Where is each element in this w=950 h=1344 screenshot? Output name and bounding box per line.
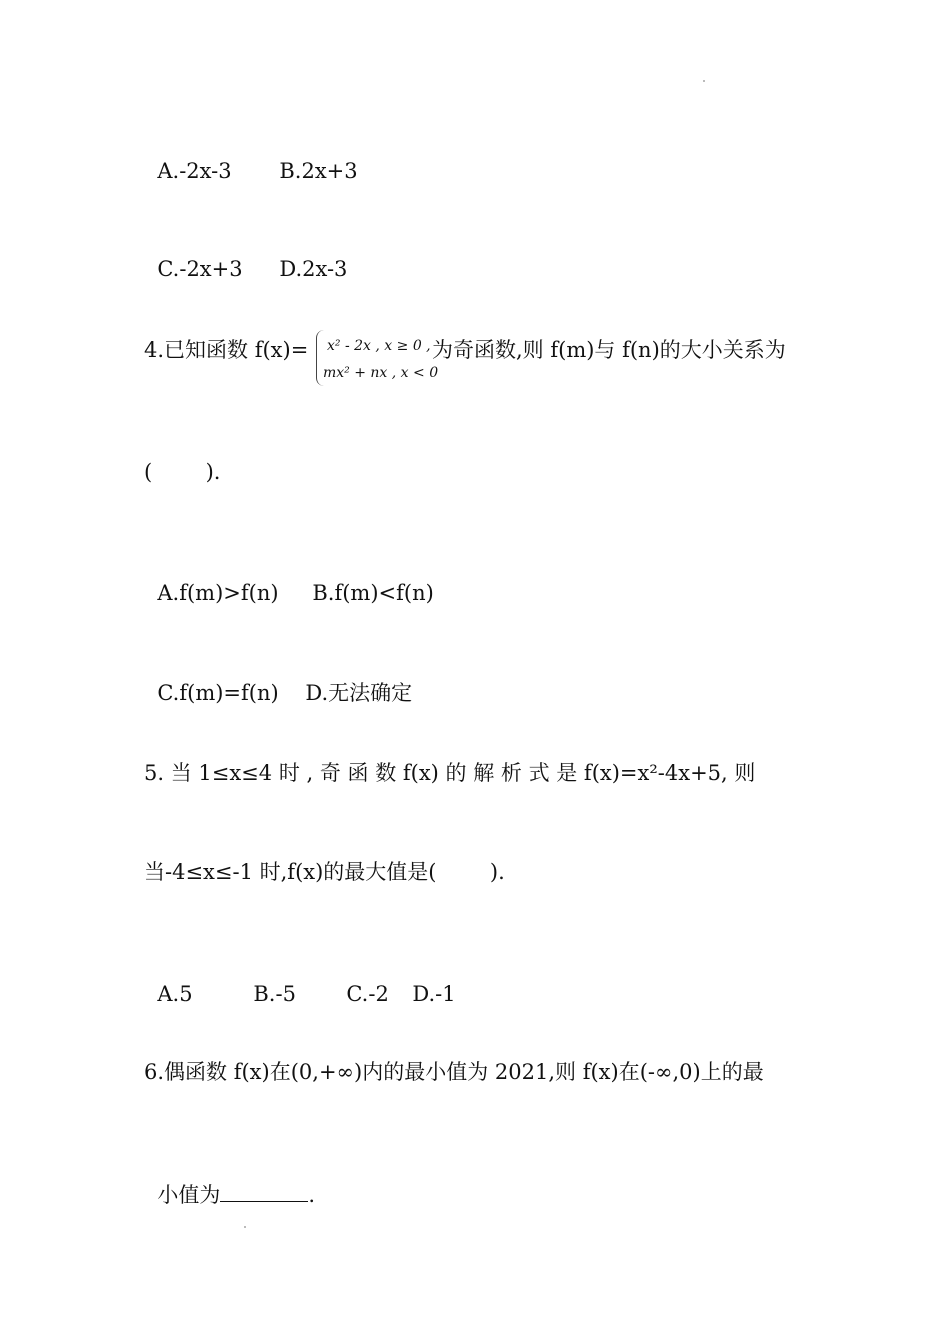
q5-option-d: D.-1 [412, 982, 456, 1006]
q4-answer-paren: ( ). [144, 460, 221, 484]
piecewise-function [316, 330, 439, 386]
q5-option-a: A.5 [157, 982, 193, 1006]
q5-stem-line1: 5. 当 1≤x≤4 时 , 奇 函 数 f(x) 的 解 析 式 是 f(x)=x²-4x+5, 则 [144, 761, 756, 785]
q3-option-c: C.-2x+3 [157, 257, 243, 281]
answer-blank[interactable] [220, 1183, 308, 1202]
q3-options-row2 [144, 238, 347, 280]
q6-stem-line2 [144, 1162, 315, 1206]
q3-options-row1 [144, 140, 358, 182]
q6-stem-end: . [308, 1183, 316, 1207]
q4-stem-suffix: 为奇函数,则 f(m)与 f(n)的大小关系为 [432, 338, 786, 362]
scan-dot [703, 80, 705, 82]
q4-option-c: C.f(m)=f(n) [157, 681, 279, 705]
piecewise-case-2: mx² + nx , x < 0 [323, 365, 439, 381]
q3-option-d: D.2x-3 [279, 257, 348, 281]
q4-options-row2 [144, 662, 412, 704]
q3-option-b: B.2x+3 [279, 159, 358, 183]
piecewise-case-1: x² - 2x , x ≥ 0 , [327, 338, 431, 354]
q4-options-row1 [144, 562, 434, 604]
q6-stem-line1: 6.偶函数 f(x)在(0,+∞)内的最小值为 2021,则 f(x)在(-∞,0)上的最 [144, 1060, 764, 1084]
q4-option-a: A.f(m)>f(n) [157, 581, 279, 605]
q4-option-d: D.无法确定 [305, 681, 413, 705]
q5-options [144, 963, 456, 1005]
q3-option-a: A.-2x-3 [157, 159, 232, 183]
q4-stem-prefix: 4.已知函数 f(x)= [144, 338, 309, 362]
q6-stem-text: 小值为 [157, 1183, 221, 1207]
q5-stem-line2: 当-4≤x≤-1 时,f(x)的最大值是( ). [144, 860, 505, 884]
q5-option-c: C.-2 [346, 982, 389, 1006]
q5-option-b: B.-5 [253, 982, 296, 1006]
scan-dot [244, 1226, 246, 1228]
q4-option-b: B.f(m)<f(n) [312, 581, 434, 605]
